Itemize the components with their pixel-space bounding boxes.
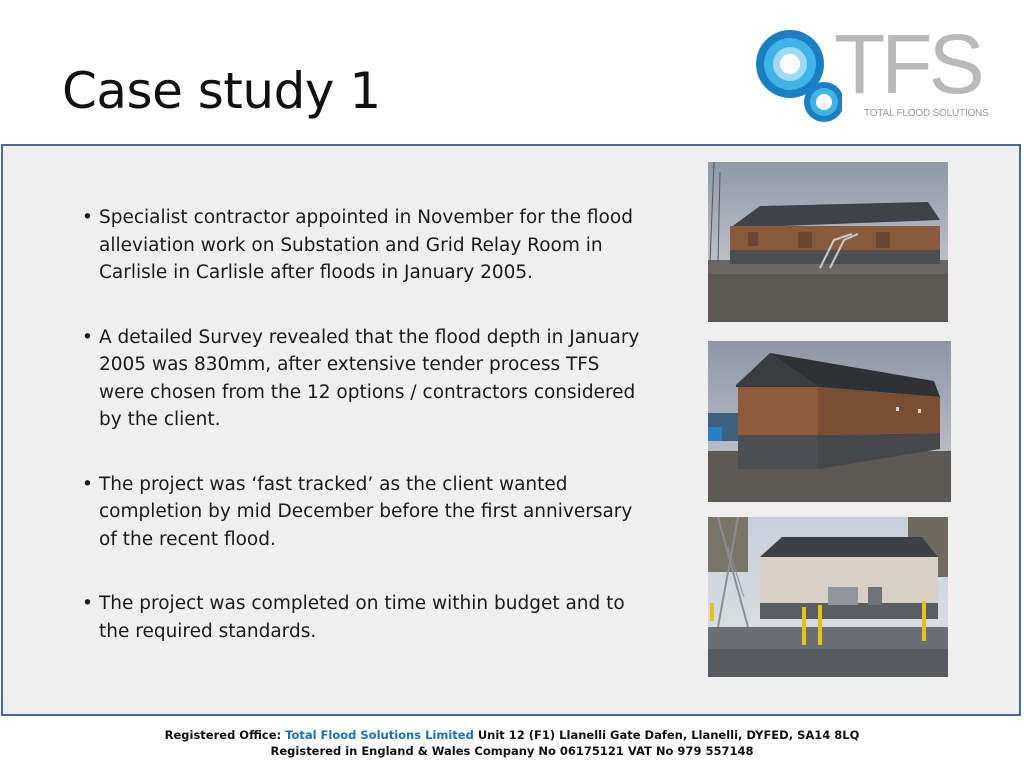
bullet-glyph: • — [82, 473, 93, 495]
footer — [0, 727, 1024, 759]
bullet-glyph: • — [82, 593, 93, 614]
substation-photo-3 — [708, 517, 948, 677]
substation-photo-2 — [708, 341, 951, 502]
slide-title: Case study 1 — [62, 62, 381, 120]
bullet-glyph: • — [82, 207, 93, 228]
tfs-logo — [752, 17, 998, 128]
bullet-text: A detailed Survey revealed that the flood depth in January 2005 was 830mm, after extensive tender process TFS were chosen from the 12 options / contractors considered by the client. — [99, 326, 640, 430]
logo-letters: TFS — [834, 17, 981, 111]
footer-company-name: Total Flood Solutions Limited — [285, 728, 474, 742]
footer-line-2: Registered in England & Wales Company No 06175121 VAT No 979 557148 — [270, 744, 754, 758]
bullet-item — [82, 590, 642, 645]
bullet-item — [82, 324, 642, 434]
bullet-text: Specialist contractor appointed in November for the flood alleviation work on Substation and Grid Relay Room in Carlisle in Carlisle after floods in January 2005. — [99, 207, 633, 283]
substation-photo-1 — [708, 162, 948, 322]
footer-line-1 — [0, 727, 1024, 743]
logo-tagline: TOTAL FLOOD SOLUTIONS — [864, 108, 989, 119]
bullet-glyph: • — [82, 326, 93, 348]
bullet-item — [82, 204, 642, 287]
bullet-item — [82, 471, 642, 554]
footer-address: Unit 12 (F1) Llanelli Gate Dafen, Llanelli, DYFED, SA14 8LQ — [477, 728, 860, 742]
tfs-logo-circles-icon — [752, 20, 842, 128]
footer-registered-label: Registered Office: — [164, 728, 282, 742]
bullet-text: The project was completed on time within budget and to the required standards. — [99, 593, 625, 642]
bullet-list — [82, 204, 642, 682]
bullet-text: The project was ‘fast tracked’ as the client wanted completion by mid December before the first anniversary of the recent flood. — [99, 473, 633, 550]
